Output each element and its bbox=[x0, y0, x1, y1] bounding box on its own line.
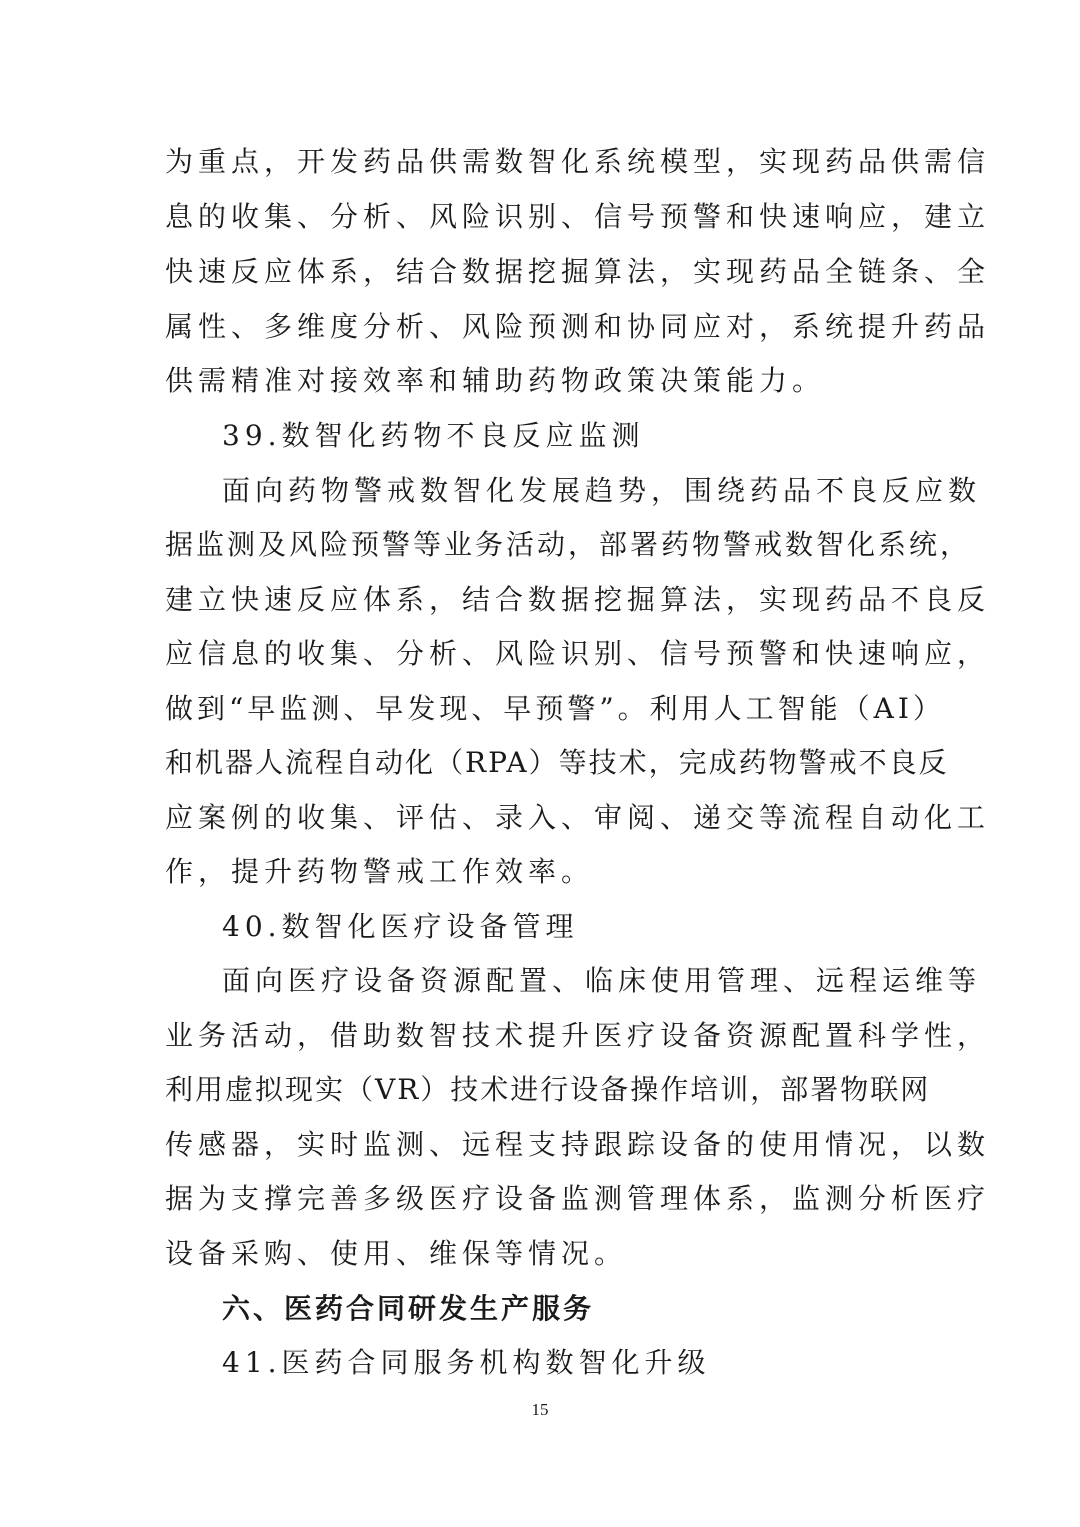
section-title-6: 六、医药合同研发生产服务 bbox=[222, 1292, 595, 1325]
paragraph-line: 面向药物警戒数智化发展趋势，围绕药品不良反应数 bbox=[222, 474, 982, 507]
paragraph-line: 和机器人流程自动化（RPA）等技术，完成药物警戒不良反 bbox=[165, 746, 949, 779]
paragraph-line: 设备采购、使用、维保等情况。 bbox=[165, 1237, 628, 1270]
subsection-title-41: 41.医药合同服务机构数智化升级 bbox=[222, 1346, 711, 1379]
paragraph-line: 应案例的收集、评估、录入、审阅、递交等流程自动化工 bbox=[165, 801, 991, 834]
paragraph-line: 作，提升药物警戒工作效率。 bbox=[165, 855, 595, 888]
paragraph-line: 为重点，开发药品供需数智化系统模型，实现药品供需信 bbox=[165, 145, 991, 178]
paragraph-line: 据监测及风险预警等业务活动，部署药物警戒数智化系统， bbox=[165, 528, 972, 561]
subsection-title-39: 39.数智化药物不良反应监测 bbox=[222, 419, 645, 452]
paragraph-line: 供需精准对接效率和辅助药物政策决策能力。 bbox=[165, 364, 826, 397]
paragraph-line: 做到“早监测、早发现、早预警”。利用人工智能（AI） bbox=[165, 692, 945, 725]
paragraph-line: 属性、多维度分析、风险预测和协同应对，系统提升药品 bbox=[165, 310, 991, 343]
paragraph-line: 应信息的收集、分析、风险识别、信号预警和快速响应， bbox=[165, 637, 991, 670]
subsection-title-40: 40.数智化医疗设备管理 bbox=[222, 910, 579, 943]
paragraph-line: 据为支撑完善多级医疗设备监测管理体系，监测分析医疗 bbox=[165, 1182, 991, 1215]
paragraph-line: 快速反应体系，结合数据挖掘算法，实现药品全链条、全 bbox=[165, 255, 991, 288]
paragraph-line: 息的收集、分析、风险识别、信号预警和快速响应，建立 bbox=[165, 200, 991, 233]
page-number: 15 bbox=[531, 1400, 549, 1419]
paragraph-line: 业务活动，借助数智技术提升医疗设备资源配置科学性， bbox=[165, 1019, 991, 1052]
paragraph-line: 面向医疗设备资源配置、临床使用管理、远程运维等 bbox=[222, 964, 982, 997]
paragraph-line: 建立快速反应体系，结合数据挖掘算法，实现药品不良反 bbox=[165, 583, 991, 616]
paragraph-line: 利用虚拟现实（VR）技术进行设备操作培训，部署物联网 bbox=[165, 1073, 931, 1106]
paragraph-line: 传感器，实时监测、远程支持跟踪设备的使用情况，以数 bbox=[165, 1128, 991, 1161]
